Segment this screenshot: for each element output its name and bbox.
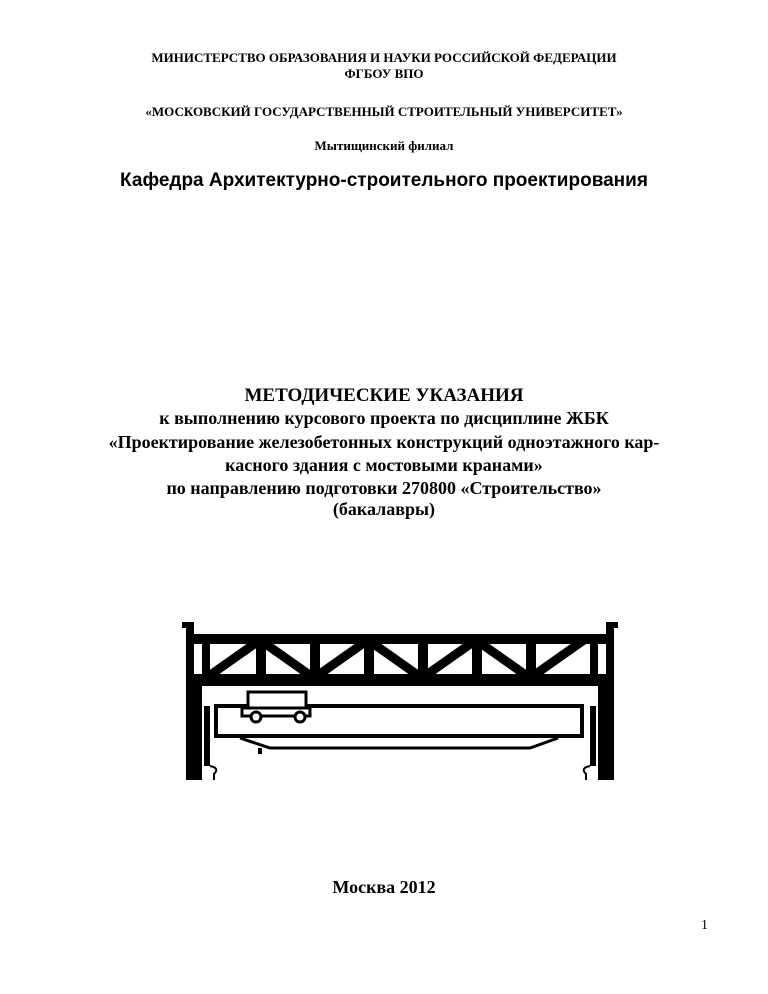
document-subtitle-line-1: к выполнению курсового проекта по дисциплине ЖБК bbox=[159, 408, 609, 428]
document-subtitle-line-2: «Проектирование железобетонных конструкций одноэтажного кар- bbox=[108, 432, 660, 452]
right-column bbox=[584, 622, 618, 780]
ministry-heading: МИНИСТЕРСТВО ОБРАЗОВАНИЯ И НАУКИ РОССИЙСКОЙ ФЕДЕРАЦИИ bbox=[151, 50, 617, 65]
institution-type: ФГБОУ ВПО bbox=[344, 66, 424, 81]
university-name: «МОСКОВСКИЙ ГОСУДАРСТВЕННЫЙ СТРОИТЕЛЬНЫЙ УНИВЕРСИТЕТ» bbox=[145, 104, 623, 119]
crane-trolley bbox=[242, 692, 310, 722]
left-column bbox=[182, 622, 216, 780]
document-subtitle-line-5: (бакалавры) bbox=[332, 499, 436, 519]
document-title: МЕТОДИЧЕСКИЕ УКАЗАНИЯ bbox=[244, 385, 524, 406]
building-frame-crane-drawing bbox=[180, 616, 620, 781]
document-subtitle-line-4: по направлению подготовки 270800 «Строительство» bbox=[166, 478, 602, 498]
document-subtitle-line-3: касного здания с мостовыми кранами» bbox=[225, 455, 543, 475]
page-number: 1 bbox=[701, 918, 708, 933]
roof-truss bbox=[194, 634, 606, 686]
department-name: Кафедра Архитектурно-строительного проектирования bbox=[120, 170, 648, 191]
city-year: Москва 2012 bbox=[332, 877, 436, 897]
branch-name: Мытищинский филиал bbox=[314, 138, 454, 153]
